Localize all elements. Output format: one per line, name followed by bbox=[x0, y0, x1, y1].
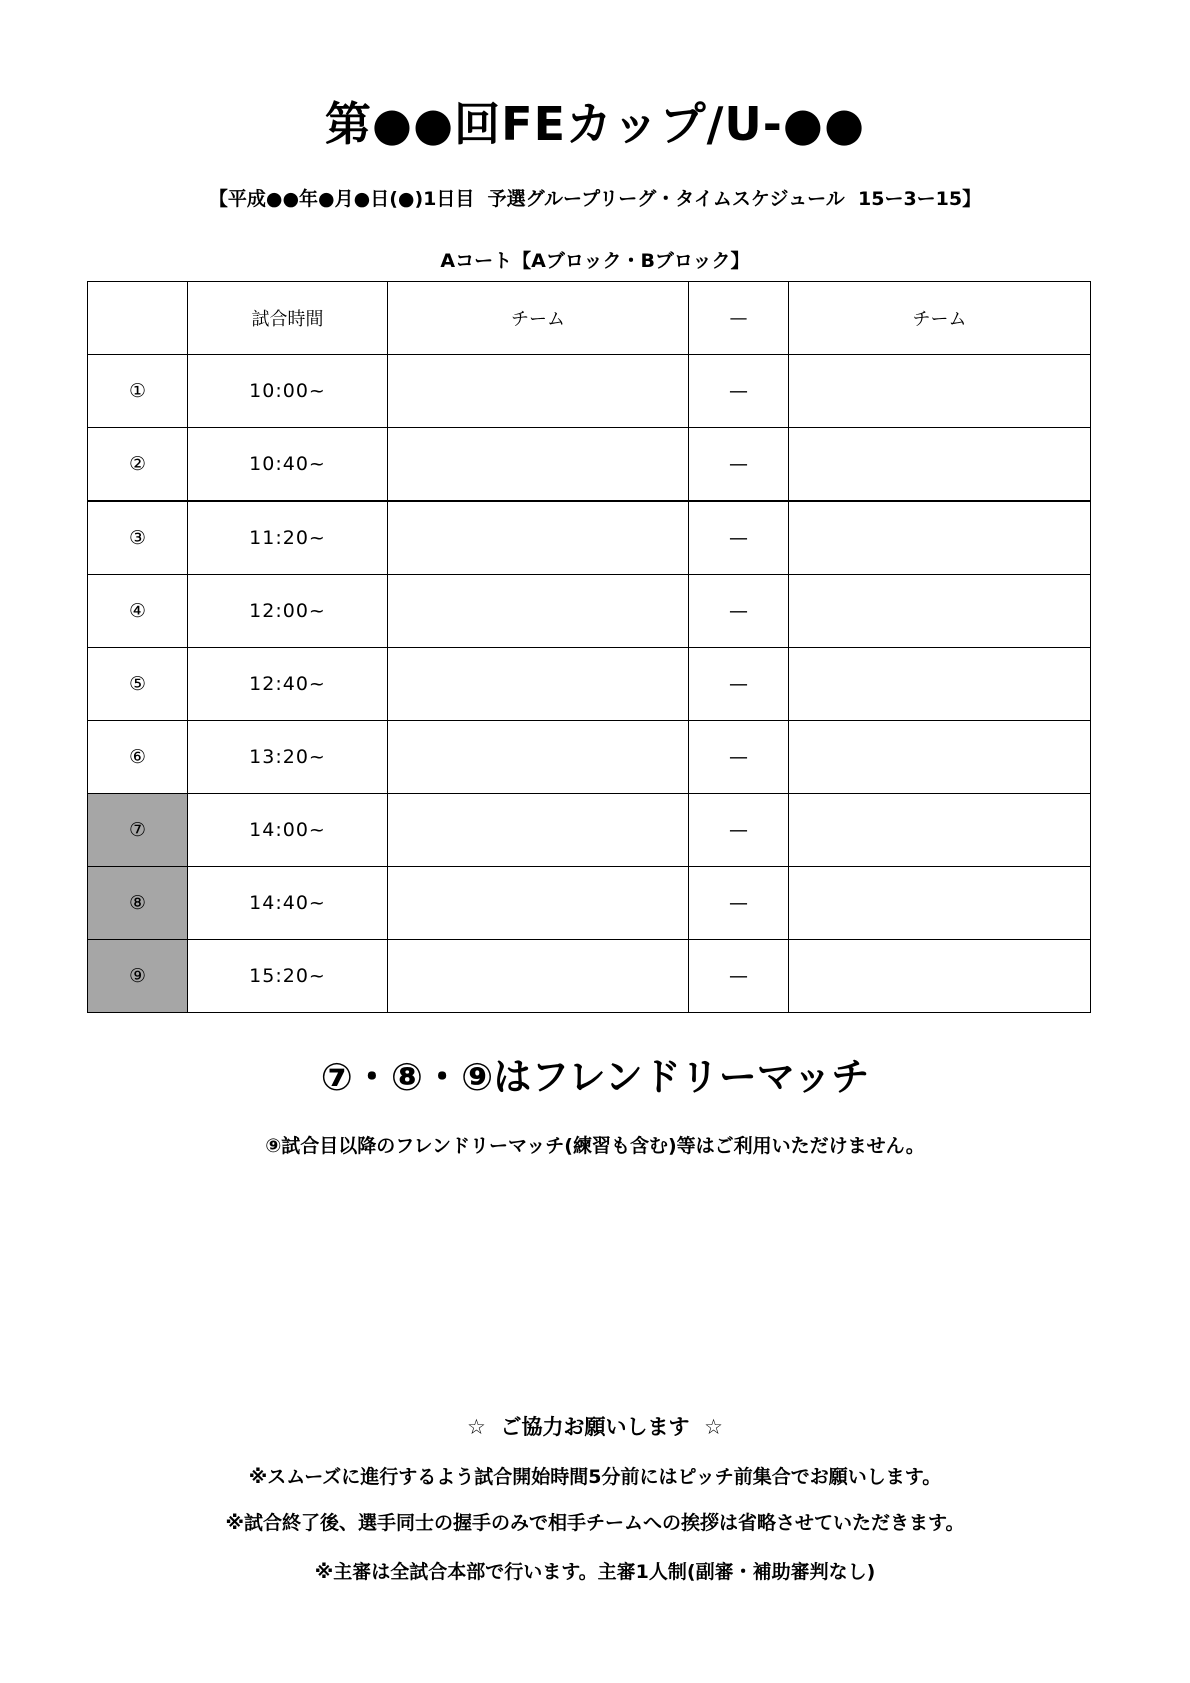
friendly-match-heading: ⑦・⑧・⑨はフレンドリーマッチ bbox=[320, 1055, 870, 1099]
team-right-cell bbox=[789, 355, 1091, 428]
header-number bbox=[88, 282, 188, 355]
team-right-cell bbox=[789, 940, 1091, 1013]
match-time: 14:00~ bbox=[188, 794, 388, 867]
header-dash: — bbox=[689, 282, 789, 355]
dash-cell: — bbox=[689, 940, 789, 1013]
team-right-cell bbox=[789, 575, 1091, 648]
team-right-cell bbox=[789, 501, 1091, 575]
match-number: ⑥ bbox=[88, 721, 188, 794]
dash-cell: — bbox=[689, 648, 789, 721]
dash-cell: — bbox=[689, 867, 789, 940]
match-time: 13:20~ bbox=[188, 721, 388, 794]
match-number: ⑦ bbox=[88, 794, 188, 867]
table-row bbox=[88, 867, 1091, 940]
match-time: 15:20~ bbox=[188, 940, 388, 1013]
match-time: 12:00~ bbox=[188, 575, 388, 648]
table-row bbox=[88, 721, 1091, 794]
court-label: Aコート【Aブロック・Bブロック】 bbox=[440, 250, 750, 272]
match-time: 14:40~ bbox=[188, 867, 388, 940]
team-right-cell bbox=[789, 721, 1091, 794]
table-row bbox=[88, 428, 1091, 502]
table-row bbox=[88, 794, 1091, 867]
team-left-cell bbox=[388, 355, 689, 428]
dash-cell: — bbox=[689, 355, 789, 428]
schedule-table bbox=[87, 281, 1091, 1013]
match-number: ⑤ bbox=[88, 648, 188, 721]
match-time: 12:40~ bbox=[188, 648, 388, 721]
friendly-match-note: ⑨試合目以降のフレンドリーマッチ(練習も含む)等はご利用いただけません。 bbox=[265, 1135, 925, 1157]
team-left-cell bbox=[388, 794, 689, 867]
team-left-cell bbox=[388, 428, 689, 502]
request-item-3: ※主審は全試合本部で行います。主審1人制(副審・補助審判なし) bbox=[314, 1561, 876, 1583]
dash-cell: — bbox=[689, 428, 789, 502]
team-left-cell bbox=[388, 648, 689, 721]
match-number: ① bbox=[88, 355, 188, 428]
match-time: 11:20~ bbox=[188, 501, 388, 575]
dash-cell: — bbox=[689, 575, 789, 648]
table-row bbox=[88, 575, 1091, 648]
match-time: 10:40~ bbox=[188, 428, 388, 502]
team-left-cell bbox=[388, 721, 689, 794]
team-left-cell bbox=[388, 575, 689, 648]
schedule-subtitle: 【平成●●年●月●日(●)1日目 予選グループリーグ・タイムスケジュール 15ー3ー15】 bbox=[208, 188, 982, 210]
schedule-header-row bbox=[88, 282, 1091, 355]
team-right-cell bbox=[789, 428, 1091, 502]
table-row bbox=[88, 501, 1091, 575]
team-right-cell bbox=[789, 648, 1091, 721]
match-number: ④ bbox=[88, 575, 188, 648]
team-left-cell bbox=[388, 867, 689, 940]
dash-cell: — bbox=[689, 501, 789, 575]
team-left-cell bbox=[388, 940, 689, 1013]
request-item-2: ※試合終了後、選手同士の握手のみで相手チームへの挨拶は省略させていただきます。 bbox=[225, 1512, 965, 1534]
match-number: ③ bbox=[88, 501, 188, 575]
match-number: ⑨ bbox=[88, 940, 188, 1013]
request-item-1: ※スムーズに進行するよう試合開始時間5分前にはピッチ前集合でお願いします。 bbox=[248, 1466, 942, 1488]
team-right-cell bbox=[789, 794, 1091, 867]
match-time: 10:00~ bbox=[188, 355, 388, 428]
page-title: 第●●回FEカップ/U-●● bbox=[324, 97, 866, 151]
table-row bbox=[88, 940, 1091, 1013]
dash-cell: — bbox=[689, 721, 789, 794]
table-row bbox=[88, 648, 1091, 721]
team-right-cell bbox=[789, 867, 1091, 940]
match-number: ② bbox=[88, 428, 188, 502]
header-team-right: チーム bbox=[789, 282, 1091, 355]
cooperation-heading: ☆ ご協力お願いします ☆ bbox=[467, 1415, 723, 1439]
table-row bbox=[88, 355, 1091, 428]
dash-cell: — bbox=[689, 794, 789, 867]
team-left-cell bbox=[388, 501, 689, 575]
header-match-time: 試合時間 bbox=[188, 282, 388, 355]
header-team-left: チーム bbox=[388, 282, 689, 355]
match-number: ⑧ bbox=[88, 867, 188, 940]
